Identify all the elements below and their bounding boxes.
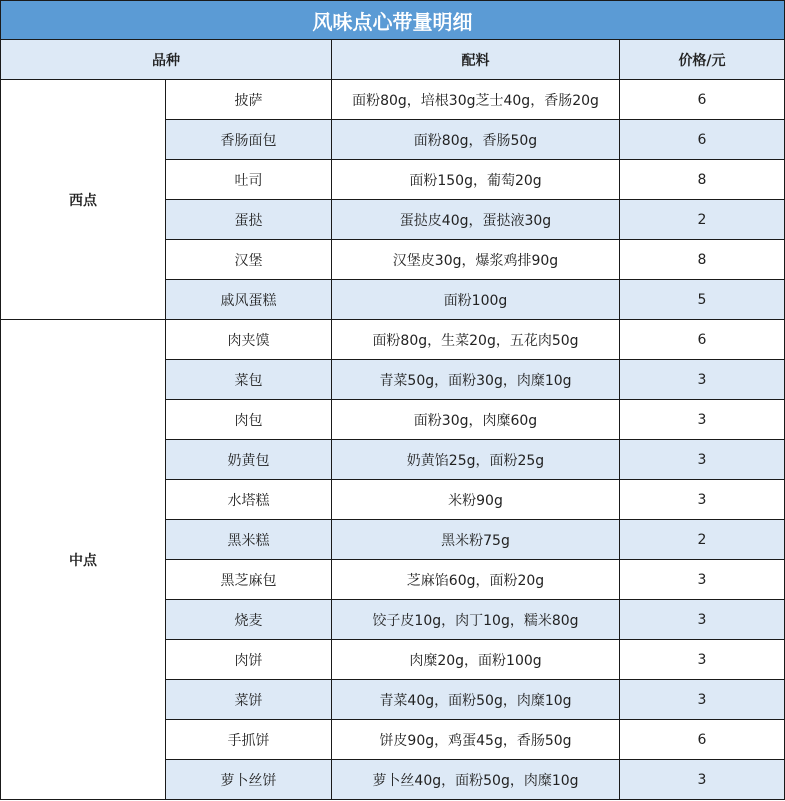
price-cell: 8 xyxy=(620,240,785,280)
ingredients-cell: 面粉80g，生菜20g，五花肉50g xyxy=(332,320,620,360)
price-cell: 3 xyxy=(620,440,785,480)
item-name-cell: 烧麦 xyxy=(166,600,332,640)
ingredients-cell: 米粉90g xyxy=(332,480,620,520)
item-name-cell: 肉包 xyxy=(166,400,332,440)
price-cell: 3 xyxy=(620,760,785,800)
price-cell: 3 xyxy=(620,560,785,600)
price-cell: 3 xyxy=(620,400,785,440)
item-name-cell: 奶黄包 xyxy=(166,440,332,480)
price-cell: 3 xyxy=(620,600,785,640)
table-row xyxy=(1,320,785,360)
ingredients-cell: 汉堡皮30g，爆浆鸡排90g xyxy=(332,240,620,280)
price-cell: 3 xyxy=(620,360,785,400)
price-cell: 3 xyxy=(620,640,785,680)
ingredients-cell: 萝卜丝40g，面粉50g，肉糜10g xyxy=(332,760,620,800)
ingredients-cell: 肉糜20g，面粉100g xyxy=(332,640,620,680)
price-cell: 8 xyxy=(620,160,785,200)
ingredients-cell: 芝麻馅60g，面粉20g xyxy=(332,560,620,600)
item-name-cell: 披萨 xyxy=(166,80,332,120)
item-name-cell: 戚风蛋糕 xyxy=(166,280,332,320)
item-name-cell: 香肠面包 xyxy=(166,120,332,160)
price-cell: 2 xyxy=(620,520,785,560)
ingredients-cell: 蛋挞皮40g，蛋挞液30g xyxy=(332,200,620,240)
price-cell: 6 xyxy=(620,80,785,120)
item-name-cell: 肉饼 xyxy=(166,640,332,680)
item-name-cell: 汉堡 xyxy=(166,240,332,280)
price-cell: 5 xyxy=(620,280,785,320)
category-cell: 西点 xyxy=(1,80,166,320)
price-cell: 6 xyxy=(620,720,785,760)
ingredients-cell: 面粉80g，香肠50g xyxy=(332,120,620,160)
header-price: 价格/元 xyxy=(620,40,785,80)
ingredients-cell: 面粉80g，培根30g芝士40g，香肠20g xyxy=(332,80,620,120)
ingredients-cell: 黑米粉75g xyxy=(332,520,620,560)
ingredients-cell: 饺子皮10g，肉丁10g，糯米80g xyxy=(332,600,620,640)
price-cell: 3 xyxy=(620,680,785,720)
ingredients-cell: 青菜40g，面粉50g，肉糜10g xyxy=(332,680,620,720)
ingredients-cell: 青菜50g，面粉30g，肉糜10g xyxy=(332,360,620,400)
price-cell: 3 xyxy=(620,480,785,520)
item-name-cell: 蛋挞 xyxy=(166,200,332,240)
header-variety: 品种 xyxy=(1,40,332,80)
table-title: 风味点心带量明细 xyxy=(1,1,785,40)
ingredients-cell: 奶黄馅25g，面粉25g xyxy=(332,440,620,480)
item-name-cell: 手抓饼 xyxy=(166,720,332,760)
item-name-cell: 菜饼 xyxy=(166,680,332,720)
price-cell: 2 xyxy=(620,200,785,240)
ingredients-cell: 面粉100g xyxy=(332,280,620,320)
header-ingredients: 配料 xyxy=(332,40,620,80)
table-row xyxy=(1,80,785,120)
item-name-cell: 菜包 xyxy=(166,360,332,400)
price-cell: 6 xyxy=(620,120,785,160)
price-cell: 6 xyxy=(620,320,785,360)
item-name-cell: 黑芝麻包 xyxy=(166,560,332,600)
item-name-cell: 萝卜丝饼 xyxy=(166,760,332,800)
header-row xyxy=(1,40,785,80)
ingredients-cell: 饼皮90g，鸡蛋45g，香肠50g xyxy=(332,720,620,760)
category-cell: 中点 xyxy=(1,320,166,800)
item-name-cell: 黑米糕 xyxy=(166,520,332,560)
item-name-cell: 水塔糕 xyxy=(166,480,332,520)
ingredients-cell: 面粉150g，葡萄20g xyxy=(332,160,620,200)
item-name-cell: 吐司 xyxy=(166,160,332,200)
ingredients-cell: 面粉30g，肉糜60g xyxy=(332,400,620,440)
item-name-cell: 肉夹馍 xyxy=(166,320,332,360)
